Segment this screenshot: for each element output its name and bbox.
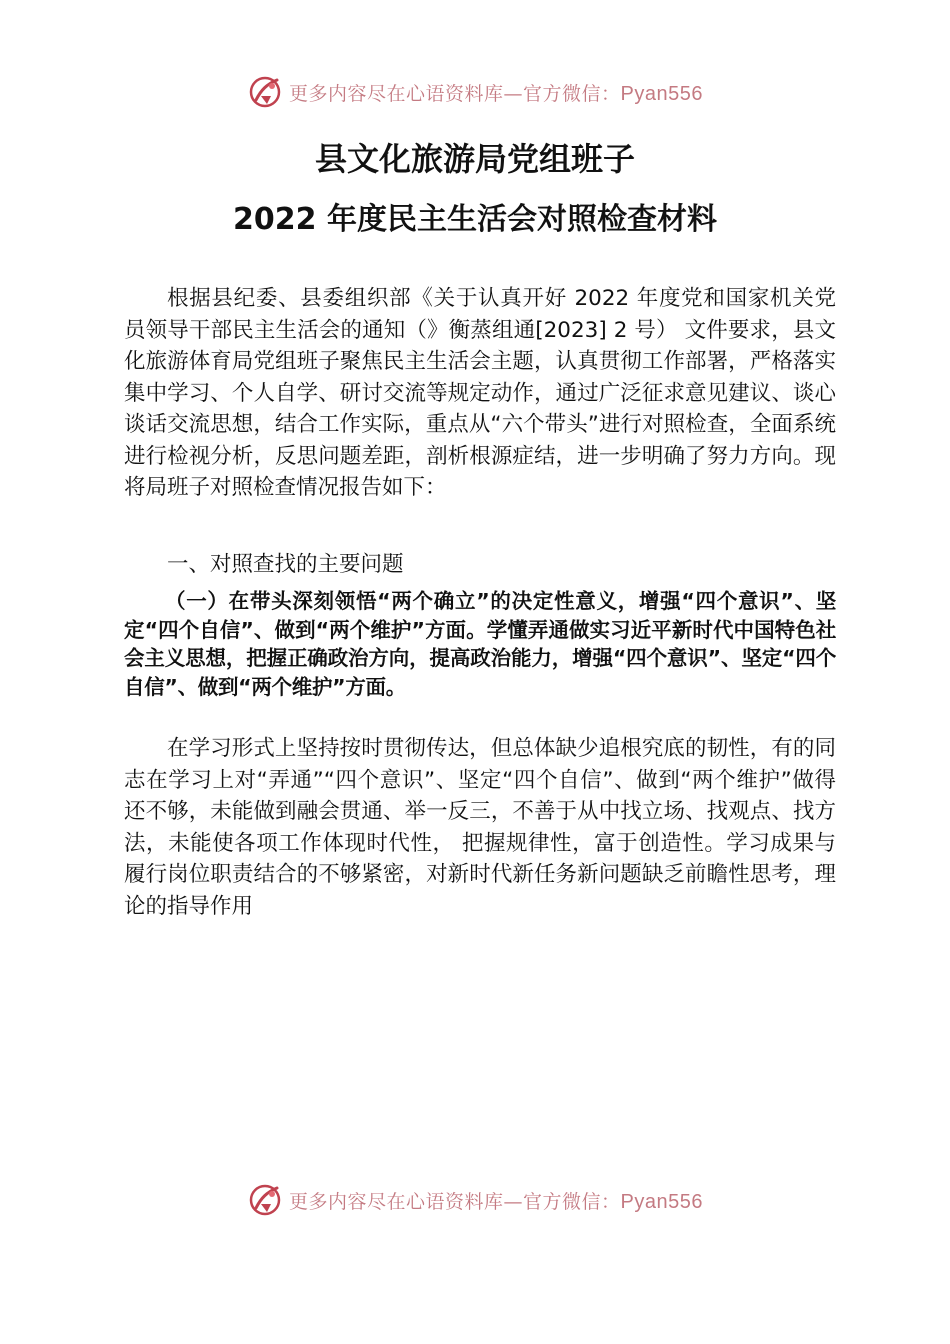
watermark-text: 更多内容尽在心语资料库—官方微信：Pyan556 — [289, 1190, 703, 1213]
section-heading-1: 一、对照查找的主要问题 — [167, 552, 404, 577]
watermark-header — [0, 72, 950, 112]
document-title-line2: 2022 年度民主生活会对照检查材料 — [233, 202, 717, 237]
watermark-text: 更多内容尽在心语资料库—官方微信：Pyan556 — [289, 82, 703, 105]
content-paragraph-1: 在学习形式上坚持按时贯彻传达，但总体缺少追根究底的韧性，有的同志在学习上对“弄通”“四个意识”、坚定“四个自信”、做到“两个维护”做得还不够，未能做到融会贯通、举一反三，不善于从中找立场、找观点、找方法，未能使各项工作体现时代性， 把握规律性，富于创造性。学习成果与履行岗位职责结合的不够紧密，对新时代新任务新问题缺乏前瞻性思考，理论的指导作用 — [124, 736, 836, 919]
watermark-footer — [0, 1180, 950, 1220]
watermark-logo-icon — [247, 1182, 283, 1218]
intro-paragraph: 根据县纪委、县委组织部《关于认真开好 2022 年度党和国家机关党员领导干部民主生活会的通知（》衡蒸组通[2023] 2 号） 文件要求，县文化旅游体育局党组班子聚焦民主生活会主题，认真贯彻工作部署，严格落实集中学习、个人自学、研讨交流等规定动作，通过广泛征求意见建议、谈心谈话交流思想，结合工作实际，重点从“六个带头”进行对照检查，全面系统进行检视分析，反思问题差距，剖析根源症结，进一步明确了努力方向。现将局班子对照检查情况报告如下： — [124, 286, 836, 500]
document-title-line1: 县文化旅游局党组班子 — [314, 140, 635, 178]
watermark-logo-icon — [247, 74, 283, 110]
subsection-heading-1: （一）在带头深刻领悟“两个确立”的决定性意义，增强“四个意识”、坚定“四个自信”、做到“两个维护”方面。学懂弄通做实习近平新时代中国特色社会主义思想，把握正确政治方向，提高政治能力，增强“四个意识”、坚定“四个自信”、做到“两个维护”方面。 — [124, 589, 836, 699]
